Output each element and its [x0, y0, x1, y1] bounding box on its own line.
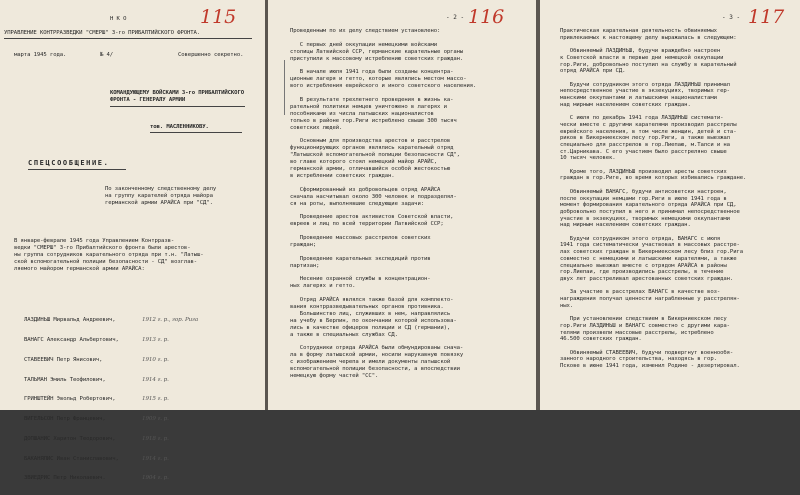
text-line: Будучи сотрудником этого отряда, ВАНАГС с июля — [560, 235, 721, 242]
text-line: Обвиняемый ЛАЗДИНЬШ, будучи враждебно настроен — [560, 48, 721, 55]
document-page-1 — [0, 0, 265, 482]
text-line: столицы Латвийской ССР, германские карательные органы — [290, 48, 464, 55]
text-line: В результате трехлетнего проведения в жизнь ка- — [290, 97, 454, 103]
text-line: ст.Царникава. С его участием было расстреляно свыше — [560, 148, 727, 155]
accused-name: СТАВЕЕВИЧ Петр Янисович, — [24, 356, 103, 363]
text-line: Проведение массовых расстрелов советских — [290, 235, 431, 241]
addressee-line-1: КОМАНДУЮЩЕМУ ВОЙСКАМИ 3-го ПРИБАЛТИЙСКОГО — [110, 90, 244, 96]
text-line: специально для расстрелов в гор.Лиепаю, м.Талси и на — [560, 141, 730, 148]
text-line: Сформированный из добровольцев отряд АРАЙСА — [290, 186, 441, 193]
subject-line-3: германской армии АРАЙСА при "СД". — [105, 200, 213, 206]
birth-note: 1912 г. р., гор. Рига — [142, 317, 199, 324]
text-line: Большинство лиц, служивших в нем, направлялись — [290, 310, 451, 317]
text-line: сначала насчитывал около 300 человек и подразделял- — [290, 193, 457, 200]
text-line: добровольно поступил в него и принимал непосредственное — [560, 208, 740, 215]
birth-note: 1914 г. р. — [142, 455, 169, 462]
text-line: ся на роты, выполнявшие следующие задачи: — [290, 200, 424, 207]
text-line: совместно с немецкими и латышскими карателями, а также — [560, 255, 737, 262]
text-line: За участие в расстрелах ВАНАГС в качестве воз- — [560, 289, 721, 296]
text-line: С июля по декабрь 1941 года ЛАЗДИНЬШ системати- — [560, 115, 724, 122]
text-line: Сотрудники отряда АРАЙСА были обмундированы снача- — [290, 345, 464, 352]
text-line: вспомогательной полиции безопасности, а впоследствии — [290, 366, 460, 373]
text-line: 1941 года систематически участвовал в массовых расстре- — [560, 242, 740, 249]
text-line: участие в экзекуциях, творимых немецкими оккупантами — [560, 215, 730, 222]
text-line: ла в форму латышской армии, носили нарукавную повязку — [290, 352, 464, 359]
document-page-2 — [268, 0, 536, 410]
text-line: привлекаемых к настоящему делу выражалась в следующем: — [560, 34, 737, 41]
text-line: вания контрразведывательных органов противника. — [290, 304, 444, 310]
text-line: Несение охранной службы в концентрацион- — [290, 276, 431, 283]
text-line: лах советских граждан в Бикерниекском лесу близ гор.Рига — [560, 249, 743, 256]
text-line: к Советской власти в первые дни немецкой оккупации — [560, 54, 724, 61]
text-line: немецкую форму частей "СС". — [290, 373, 379, 379]
text-line: еврейского населения, в том числе женщин, детей и ста- — [560, 128, 737, 135]
text-line: "Латышской вспомогательной полиции безопасности СД", — [290, 152, 460, 159]
text-line: Кроме того, ЛАЗДИНЬШ производил аресты советских — [560, 168, 727, 175]
text-line: При установлении следствием в Бикерниекском лесу — [560, 316, 727, 323]
birth-note: 1913 г. р. — [142, 336, 169, 343]
accused-name: БАКАНЯЛИС Иван Станиславович, — [24, 455, 119, 462]
text-line: германской армии, отличавшийся особой жестокостью — [290, 166, 451, 172]
text-line: только в районе гор.Риги истреблено свыше 300 тысяч — [290, 117, 457, 124]
text-line: гор.Риги, добровольно поступил на службу в карательный — [560, 61, 737, 68]
birth-note: 1910 г. р. — [142, 356, 169, 363]
text-line: ных. — [560, 302, 574, 309]
text-line: функционирующих органов являлись карательный отряд — [290, 145, 454, 152]
text-line: после оккупации немцами гор.Риги в июле 1941 года в — [560, 195, 727, 202]
text-line: над мирным населением советских граждан. — [560, 222, 691, 229]
text-line: Проведение карательных экспедиций против — [290, 255, 431, 262]
doc-title: СПЕЦСООБЩЕНИЕ. — [28, 159, 110, 167]
text-line: телями произвели массовые расстрелы, истреблено — [560, 329, 714, 336]
accused-name: ТАЛЬМАН Эмиль Теофилович, — [24, 376, 106, 383]
body-line: ской вспомогательной полиции безопасности - СД" возглав- — [14, 259, 197, 265]
body-line: ляемого майором германской армии АРАЙСА: — [14, 266, 145, 272]
accused-name: ВИГЕЛЬСОН Петр Францевич, — [24, 416, 106, 423]
accused-name: ВАНАГС Александр Альбертович, — [24, 336, 119, 343]
page-number: - 2 - — [446, 14, 465, 21]
handwritten-birth-notes — [142, 304, 198, 495]
text-line: отряд АРАЙСА при СД. — [560, 68, 626, 75]
accused-name: ЗВИЕДРИС Петр Николаевич. — [24, 475, 106, 482]
text-line: Пскове в июне 1941 года, изменил Родине - дезертировал. — [560, 363, 740, 369]
text-line: Проведение арестов активистов Советской власти, — [290, 214, 454, 221]
body-line: В январе-феврале 1945 года Управлением Контрразв- — [14, 238, 175, 244]
addressee-rule — [110, 106, 245, 107]
page-number: - 3 - — [722, 14, 741, 21]
text-line: манскими оккупантами и латышскими националистами — [560, 95, 717, 101]
title-rule — [28, 169, 126, 170]
birth-note: 1918 г. р. — [142, 435, 169, 442]
header-nko: Н К О — [110, 16, 127, 22]
doc-number: № 4/ — [100, 52, 114, 58]
addressee-name-rule — [150, 132, 242, 133]
text-line: Практическая карательная деятельность обвиняемых — [560, 28, 717, 34]
text-line: вого истребления еврейского и иного советского населения. — [290, 83, 477, 90]
birth-note: 1914 г. р. — [142, 376, 169, 383]
text-line: во главе которого стоял немецкий майор АРАЙС, — [290, 159, 438, 166]
text-line: лись в качестве офицеров полиции и СД (германии), — [290, 324, 451, 331]
body-line: ны группа сотрудников карательного отряда при т.н. "Латыш- — [14, 252, 204, 258]
text-line: награждения получал ценности награбленные у расстрелян- — [560, 296, 740, 302]
text-line: над мирным населением советских граждан. — [560, 101, 691, 108]
text-line: Проведенным по их делу следствием установлено: — [290, 28, 441, 34]
document-page-3 — [540, 0, 800, 410]
accused-name: ГРИНШТЕЙН Эвольд Робертович, — [24, 396, 116, 403]
text-line: евреев и лиц по всей территории Латвийской ССР; — [290, 221, 444, 228]
handwritten-page-number: 115 — [200, 6, 237, 28]
text-line: В начале июля 1941 года были созданы концентра- — [290, 69, 454, 76]
text-line: Обвиняемый СТАВЕЕВИЧ, будучи подвергнут военнообя- — [560, 349, 734, 356]
text-line: 46.500 советских граждан. — [560, 336, 642, 343]
addressee-line-2: ФРОНТА - ГЕНЕРАЛУ АРМИИ — [110, 97, 186, 103]
text-line: гор.Лиепаи, где производились расстрелы, в течение — [560, 269, 724, 276]
body-line: ведки "СМЕРШ" 3-го Прибалтийского фронта были арестов- — [14, 245, 191, 251]
text-line: Будучи сотрудником этого отряда ЛАЗДИНЬШ принимал — [560, 81, 730, 88]
birth-note: 1915 г. р. — [142, 396, 169, 403]
text-line: советских людей. — [290, 124, 343, 131]
text-line: двух лет расстреливал арестованных советских граждан. — [560, 275, 734, 282]
text-line: ционные лагеря и гетто, которые являлись местом массо- — [290, 76, 467, 83]
handwritten-page-number: 117 — [748, 6, 785, 28]
text-line: риков в Бикерниекском лесу гор.Риги, а также выезжал — [560, 135, 730, 142]
text-line: приступили к массовому истреблению советских граждан. — [290, 55, 464, 62]
text-line: в истреблении советских граждан. — [290, 172, 395, 179]
text-line: непосредственное участие в экзекуциях, творимых гер- — [560, 88, 730, 95]
text-line: граждан; — [290, 241, 317, 248]
secrecy-label: Совершенно секретно. — [178, 52, 244, 58]
text-line: специально выезжал вместе с отрядом АРАЙСА в районы — [560, 262, 727, 269]
text-line: Отряд АРАЙСА являлся также базой для комплекто- — [290, 297, 454, 304]
text-line: Основным для производства арестов и расстрелов — [290, 138, 451, 145]
text-line: партизан; — [290, 262, 320, 269]
accused-name: ДОПШАНИС Харитон Теодорович, — [24, 435, 116, 442]
text-line: 10 тысяч человек. — [560, 155, 616, 162]
accused-list — [24, 304, 119, 495]
text-line: граждан в гор.Риге, во время которых избивались граждане. — [560, 175, 747, 182]
text-line: на учебу в Берлин, по окончании которой использова- — [290, 317, 457, 324]
text-line: момент формирования карательного отряда АРАЙСА при СД, — [560, 202, 737, 209]
text-line: чески вместе с другими карателями производил расстрелы — [560, 121, 737, 128]
text-line: занного народного строительства, находясь в гор. — [560, 356, 717, 363]
text-line: Обвиняемый ВАНАГС, будучи антисоветски настроен, — [560, 188, 727, 195]
addressee-name: тов. МАСЛЕННИКОВУ. — [150, 124, 209, 130]
text-line: а также в специальных службах СД. — [290, 331, 398, 338]
header-directorate: УПРАВЛЕНИЕ КОНТРРАЗВЕДКИ "СМЕРШ" 3-го ПРИБАЛТИЙСКОГО ФРОНТА. — [4, 30, 201, 36]
text-line: рательной политики немцев уничтожено в лагерях и — [290, 103, 447, 110]
text-line: ных лагерях и гетто. — [290, 283, 356, 290]
birth-note: 1909 г. р. — [142, 416, 169, 423]
margin-mark — [284, 60, 285, 115]
subject-line-2: на группу карателей отряда майора — [105, 193, 213, 199]
doc-date: марта 1945 года. — [14, 52, 67, 58]
text-line: с изображением черепа и имели документы латышской — [290, 359, 451, 366]
text-line: С первых дней оккупации немецкими войсками — [290, 41, 438, 48]
subject-line-1: По законченному следственному делу — [105, 186, 217, 192]
text-line: пособниками из числа латышских националистов — [290, 110, 434, 117]
accused-name: ЛАЗДИНЬШ Мирвальд Андреевич, — [24, 317, 116, 324]
birth-note: 1904 г. р. — [142, 475, 169, 482]
header-rule — [4, 38, 252, 39]
handwritten-page-number: 116 — [468, 6, 505, 28]
text-line: гор.Риги ЛАЗДИНЬШ и ВАНАГС совместно с другими кара- — [560, 322, 730, 329]
